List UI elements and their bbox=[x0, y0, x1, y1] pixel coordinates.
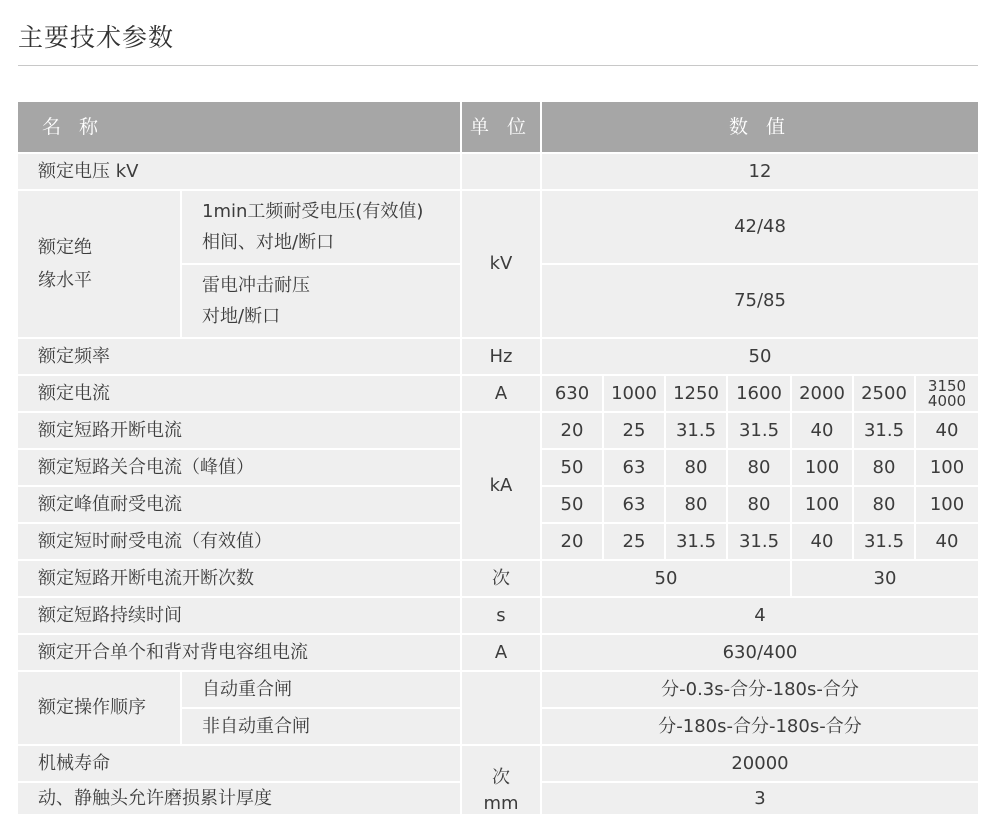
short-time-value-5: 40 bbox=[792, 524, 852, 559]
insulation-sub2-line2: 对地/断口 bbox=[202, 306, 281, 327]
row-making-name: 额定短路关合电流（峰值） bbox=[18, 450, 460, 485]
row-capacitor-value: 630/400 bbox=[542, 635, 978, 670]
sequence-auto-value: 分-0.3s-合分-180s-合分 bbox=[542, 672, 978, 707]
current-value-7-top: 3150 bbox=[927, 376, 967, 395]
making-value-1: 50 bbox=[542, 450, 602, 485]
header-name: 名 称 bbox=[18, 102, 460, 152]
row-current-unit: A bbox=[462, 376, 540, 411]
current-value-7-bottom: 4000 bbox=[927, 391, 967, 410]
breaking-value-6: 31.5 bbox=[854, 413, 914, 448]
insulation-name-line2: 缘水平 bbox=[38, 270, 92, 291]
row-rated-voltage-value: 12 bbox=[542, 154, 978, 189]
row-sequence-name: 额定操作顺序 bbox=[18, 672, 180, 744]
peak-value-7: 100 bbox=[916, 487, 978, 522]
row-frequency-unit: Hz bbox=[462, 339, 540, 374]
insulation-sub2-line1: 雷电冲击耐压 bbox=[202, 274, 310, 296]
short-time-value-7: 40 bbox=[916, 524, 978, 559]
row-insulation-name bbox=[18, 191, 180, 337]
making-value-2: 63 bbox=[604, 450, 664, 485]
insulation-name-line1: 额定绝 bbox=[38, 236, 92, 258]
row-rated-voltage-unit bbox=[462, 154, 540, 189]
sequence-unit bbox=[462, 672, 540, 744]
insulation-sub1-line2: 相间、对地/断口 bbox=[202, 232, 335, 253]
current-value-6: 2500 bbox=[854, 376, 914, 411]
row-capacitor-name: 额定开合单个和背对背电容组电流 bbox=[18, 635, 460, 670]
peak-value-1: 50 bbox=[542, 487, 602, 522]
current-value-3: 1250 bbox=[666, 376, 726, 411]
insulation-sub2-value: 75/85 bbox=[542, 265, 978, 337]
ka-unit: kA bbox=[462, 413, 540, 559]
current-value-2: 1000 bbox=[604, 376, 664, 411]
insulation-sub1-line1: 1min工频耐受电压(有效值) bbox=[202, 200, 424, 222]
row-break-count-unit: 次 bbox=[462, 561, 540, 596]
row-duration-name: 额定短路持续时间 bbox=[18, 598, 460, 633]
header-unit: 单 位 bbox=[462, 102, 540, 152]
breaking-value-5: 40 bbox=[792, 413, 852, 448]
breaking-value-7: 40 bbox=[916, 413, 978, 448]
row-frequency-name: 额定频率 bbox=[18, 339, 460, 374]
current-value-5: 2000 bbox=[792, 376, 852, 411]
making-value-4: 80 bbox=[728, 450, 790, 485]
current-value-4: 1600 bbox=[728, 376, 790, 411]
insulation-unit: kV bbox=[462, 191, 540, 337]
peak-value-5: 100 bbox=[792, 487, 852, 522]
row-duration-unit: s bbox=[462, 598, 540, 633]
row-current-name: 额定电流 bbox=[18, 376, 460, 411]
sequence-auto-label: 自动重合闸 bbox=[182, 672, 460, 707]
row-mechanical-life-name: 机械寿命 bbox=[18, 746, 460, 781]
row-wear-value: 3 bbox=[542, 783, 978, 814]
row-breaking-name: 额定短路开断电流 bbox=[18, 413, 460, 448]
short-time-value-2: 25 bbox=[604, 524, 664, 559]
making-value-5: 100 bbox=[792, 450, 852, 485]
break-count-value-a: 50 bbox=[542, 561, 790, 596]
row-wear-name: 动、静触头允许磨损累计厚度 bbox=[18, 783, 460, 814]
breaking-value-1: 20 bbox=[542, 413, 602, 448]
break-count-value-b: 30 bbox=[792, 561, 978, 596]
title-divider bbox=[18, 65, 978, 66]
current-value-1: 630 bbox=[542, 376, 602, 411]
parameters-table bbox=[18, 102, 978, 814]
short-time-value-6: 31.5 bbox=[854, 524, 914, 559]
insulation-sub1-name bbox=[182, 191, 460, 263]
row-peak-withstand-name: 额定峰值耐受电流 bbox=[18, 487, 460, 522]
making-value-6: 80 bbox=[854, 450, 914, 485]
row-capacitor-unit: A bbox=[462, 635, 540, 670]
making-value-7: 100 bbox=[916, 450, 978, 485]
short-time-value-1: 20 bbox=[542, 524, 602, 559]
row-frequency-value: 50 bbox=[542, 339, 978, 374]
peak-value-4: 80 bbox=[728, 487, 790, 522]
mixed-unit-top: 次 bbox=[491, 766, 510, 788]
making-value-3: 80 bbox=[666, 450, 726, 485]
row-rated-voltage-name: 额定电压 kV bbox=[18, 154, 460, 189]
breaking-value-4: 31.5 bbox=[728, 413, 790, 448]
short-time-value-3: 31.5 bbox=[666, 524, 726, 559]
insulation-sub2-name bbox=[182, 265, 460, 337]
sequence-manual-value: 分-180s-合分-180s-合分 bbox=[542, 709, 978, 744]
mixed-unit-bottom: mm bbox=[483, 793, 519, 814]
row-short-time-name: 额定短时耐受电流（有效值） bbox=[18, 524, 460, 559]
peak-value-3: 80 bbox=[666, 487, 726, 522]
current-value-7 bbox=[916, 376, 978, 411]
row-mechanical-life-value: 20000 bbox=[542, 746, 978, 781]
insulation-sub1-value: 42/48 bbox=[542, 191, 978, 263]
breaking-value-3: 31.5 bbox=[666, 413, 726, 448]
row-break-count-name: 额定短路开断电流开断次数 bbox=[18, 561, 460, 596]
row-duration-value: 4 bbox=[542, 598, 978, 633]
header-value: 数 值 bbox=[542, 102, 978, 152]
breaking-value-2: 25 bbox=[604, 413, 664, 448]
sequence-manual-label: 非自动重合闸 bbox=[182, 709, 460, 744]
page-title: 主要技术参数 bbox=[18, 23, 175, 52]
peak-value-2: 63 bbox=[604, 487, 664, 522]
short-time-value-4: 31.5 bbox=[728, 524, 790, 559]
mixed-unit bbox=[462, 746, 540, 814]
peak-value-6: 80 bbox=[854, 487, 914, 522]
